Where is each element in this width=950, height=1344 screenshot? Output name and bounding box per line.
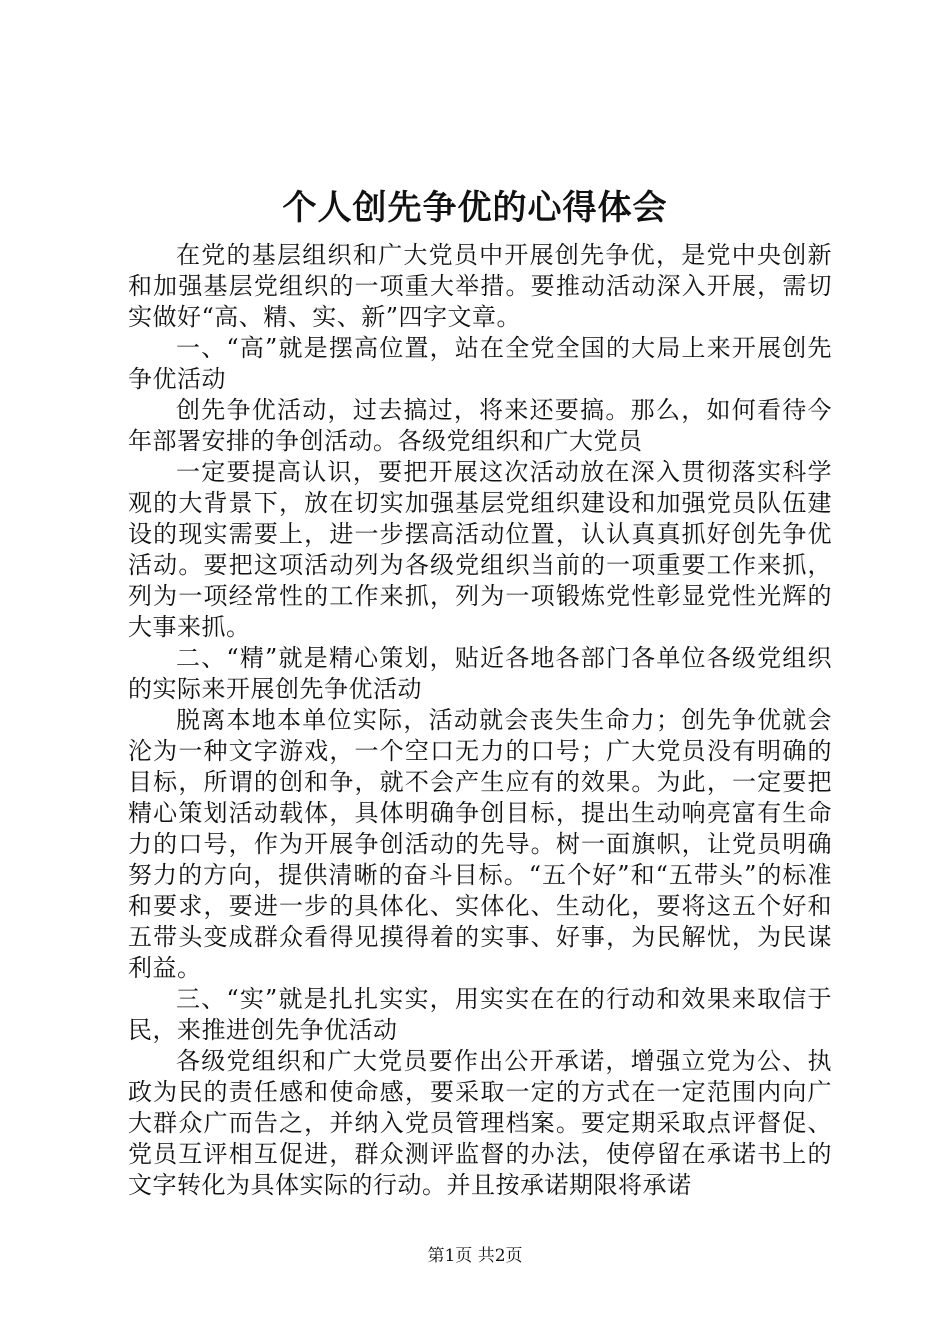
page-footer: 第1页 共2页	[427, 1246, 523, 1266]
paragraph: 一定要提高认识，要把开展这次活动放在深入贯彻落实科学观的大背景下，放在切实加强基层党组织建设和加强党员队伍建设的现实需要上，进一步摆高活动位置，认认真真抓好创先争优活动。要把这项活动列为各级党组织当前的一项重要工作来抓，列为一项经常性的工作来抓，列为一项锻炼党性彰显党性光辉的大事来抓。	[128, 458, 832, 641]
paragraph-intro: 在党的基层组织和广大党员中开展创先争优，是党中央创新和加强基层党组织的一项重大举措。要推动活动深入开展，需切实做好“高、精、实、新”四字文章。	[128, 241, 832, 331]
document-body	[128, 240, 832, 1201]
paragraph: 脱离本地本单位实际，活动就会丧失生命力；创先争优就会沦为一种文字游戏，一个空口无力的口号；广大党员没有明确的目标，所谓的创和争，就不会产生应有的效果。为此，一定要把精心策划活动载体，具体明确争创目标，提出生动响亮富有生命力的口号，作为开展争创活动的先导。树一面旗帜，让党员明确努力的方向，提供清晰的奋斗目标。“五个好”和“五带头”的标准和要求，要进一步的具体化、实体化、生动化，要将这五个好和五带头变成群众看得见摸得着的实事、好事，为民解忧，为民谋利益。	[128, 706, 832, 982]
paragraph: 各级党组织和广大党员要作出公开承诺，增强立党为公、执政为民的责任感和使命感，要采取一定的方式在一定范围内向广大群众广而告之，并纳入党员管理档案。要定期采取点评督促、党员互评相互促进，群众测评监督的办法，使停留在承诺书上的文字转化为具体实际的行动。并且按承诺期限将承诺	[128, 1047, 832, 1199]
section-heading-2: 二、“精”就是精心策划，贴近各地各部门各单位各级党组织的实际来开展创先争优活动	[128, 644, 832, 703]
section-heading-1: 一、“高”就是摆高位置，站在全党全国的大局上来开展创先争优活动	[128, 334, 832, 393]
section-heading-3: 三、“实”就是扎扎实实，用实实在在的行动和效果来取信于民，来推进创先争优活动	[128, 985, 832, 1044]
document-title: 个人创先争优的心得体会	[282, 188, 668, 228]
paragraph: 创先争优活动，过去搞过，将来还要搞。那么，如何看待今年部署安排的争创活动。各级党组织和广大党员	[128, 396, 832, 455]
